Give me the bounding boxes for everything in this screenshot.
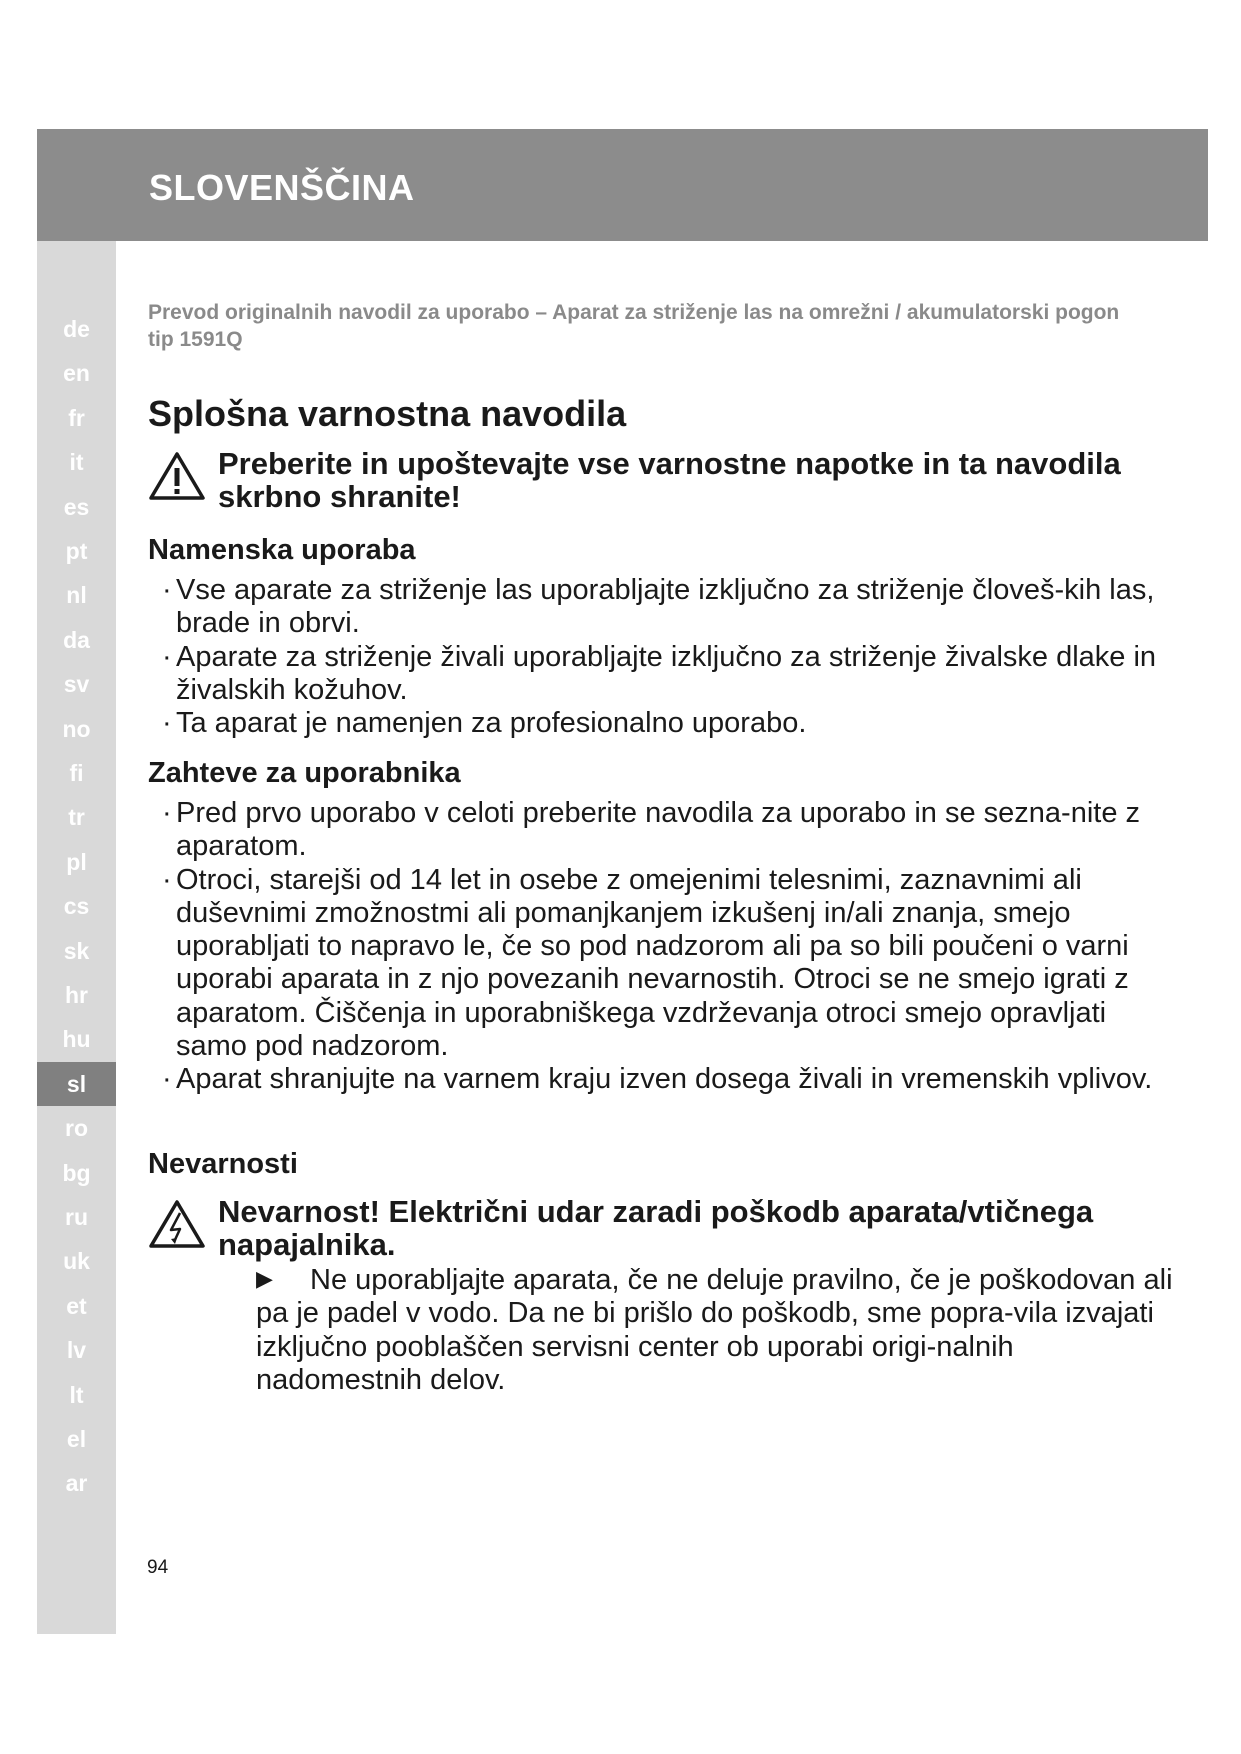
language-tab-pl[interactable]: pl [66,848,87,875]
language-tab-es[interactable]: es [63,493,90,520]
arrow-right-icon: ▶ [256,1266,273,1291]
language-tab-tr[interactable]: tr [68,804,85,831]
list-item: · Aparat shranjujte na varnem kraju izven dosega živali in vremenskih vplivov. [162,1063,1162,1096]
language-tab-bg[interactable]: bg [62,1159,91,1186]
section-title-safety: Splošna varnostna navodila [148,393,627,434]
language-tab-de[interactable]: de [63,316,90,342]
language-tab-ru[interactable]: ru [65,1204,88,1230]
language-tab-hr[interactable]: hr [65,982,88,1008]
user-requirements-list [162,797,1162,1097]
language-tab-sl[interactable]: sl [37,1062,116,1106]
header-bar [37,129,1208,241]
language-tab-fi[interactable]: fi [69,760,84,786]
language-tab-cs[interactable]: cs [63,893,90,920]
intended-use-list [162,574,1162,740]
safety-warning-text: Preberite in upoštevajte vse varnostne napotke in ta navodila skrbno shranite! [218,446,1121,514]
language-sidebar [37,241,116,1634]
language-tab-pt[interactable]: pt [65,538,88,564]
page-title: SLOVENŠČINA [149,167,415,208]
electric-shock-warning-icon [148,1199,206,1249]
language-tab-lt[interactable]: lt [69,1381,84,1408]
language-tab-hu[interactable]: hu [62,1026,91,1053]
section-title-user-requirements: Zahteve za uporabnika [148,757,461,789]
section-title-intended-use: Namenska uporaba [148,534,416,566]
language-tab-it[interactable]: it [69,449,84,476]
danger-warning-text: Nevarnost! Električni udar zaradi poškodb aparata/vtičnega napajalnika. [218,1194,1094,1262]
language-tab-da[interactable]: da [63,626,90,653]
page-number: 94 [147,1557,169,1578]
language-tab-el[interactable]: el [66,1426,87,1452]
language-tab-lv[interactable]: lv [66,1337,87,1364]
danger-instruction-text: Ne uporabljajte aparata, če ne deluje pravilno, če je poškodovan ali pa je padel v vodo. Da ne bi prišlo do poškodb, sme popra-vila izvajati izključno pooblaščen servisni center ob uporabi origi-nalnih nadomestnih delov. [256,1264,1173,1396]
language-tab-ar[interactable]: ar [65,1470,88,1497]
language-tab-nl[interactable]: nl [66,582,87,609]
language-tab-no[interactable]: no [62,715,91,742]
language-tab-uk[interactable]: uk [63,1248,90,1275]
language-tab-fr[interactable]: fr [68,404,85,431]
list-item: · Pred prvo uporabo v celoti preberite navodila za uporabo in se sezna-nite z aparatom. [162,797,1162,864]
document-subtitle: Prevod originalnih navodil za uporabo – Aparat za striženje las na omrežni / akumulatorski pogon tip 1591Q [148,301,1120,351]
language-tab-sk[interactable]: sk [63,937,90,964]
language-tab-en[interactable]: en [63,360,90,387]
list-item: · Aparate za striženje živali uporabljajte izključno za striženje živalske dlake in živalskih kožuhov. [162,641,1162,708]
list-item: · Vse aparate za striženje las uporabljajte izključno za striženje človeš-kih las, brade in obrvi. [162,574,1162,641]
danger-instruction [256,1262,1176,1397]
section-title-dangers: Nevarnosti [148,1148,298,1180]
list-item: · Ta aparat je namenjen za profesionalno uporabo. [162,707,1162,740]
language-tab-et[interactable]: et [66,1292,87,1319]
language-tab-sv[interactable]: sv [63,671,90,698]
list-item: · Otroci, starejši od 14 let in osebe z omejenimi telesnimi, zaznavnimi ali duševnimi zmožnostmi ali pomanjkanjem izkušenj in/ali znanja, smejo uporabljati to napravo le, če so pod nadzorom ali pa so bili poučeni o varni uporabi aparata in z njo povezanih nevarnostih. Otroci se ne smejo igrati z aparatom. Čiščenja in uporabniškega vzdrževanja otroci smejo opravljati samo pod nadzorom. [162,864,1162,1064]
warning-icon [148,451,206,501]
language-tab-ro[interactable]: ro [65,1115,88,1142]
